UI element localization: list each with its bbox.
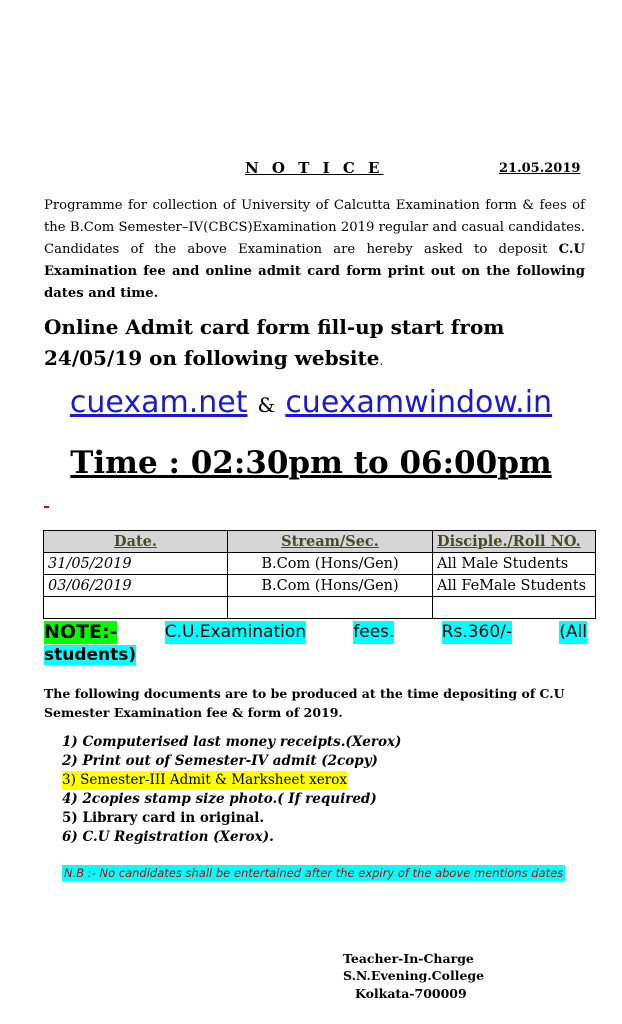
notice-date: 21.05.2019 <box>499 161 581 176</box>
online-admit-dot: . <box>379 354 384 368</box>
website-links <box>0 385 622 420</box>
notice-title: N O T I C E <box>245 159 384 177</box>
nb-warning: N.B :- No candidates shall be entertained after the expiry of the above mentions dates <box>64 866 564 880</box>
cell-empty <box>44 597 228 619</box>
table-row <box>44 597 596 619</box>
fees-note <box>44 621 587 667</box>
cell-discipline: All Male Students <box>433 553 596 575</box>
note-line-1 <box>44 621 587 644</box>
note-word: C.U.Examination <box>164 622 307 642</box>
cell-stream: B.Com (Hons/Gen) <box>228 575 433 597</box>
schedule-table <box>43 530 596 619</box>
table-row <box>44 575 596 597</box>
cell-date: 03/06/2019 <box>44 575 228 597</box>
list-item-highlighted: 3) Semester-III Admit & Marksheet xerox <box>62 772 347 788</box>
note-fee-amount: Rs.360/- <box>441 622 513 642</box>
cell-stream: B.Com (Hons/Gen) <box>228 553 433 575</box>
list-item: 6) C.U Registration (Xerox). <box>62 829 274 845</box>
link-cuexamwindow[interactable]: cuexamwindow.in <box>285 385 553 420</box>
ampersand: & <box>257 393 276 417</box>
table-header-row <box>44 531 596 553</box>
documents-intro: The following documents are to be produced at the time depositing of C.U Semester Examination fee & form of 2019. <box>44 686 565 720</box>
note-word: fees. <box>353 622 395 642</box>
note-label: NOTE:- <box>44 621 118 643</box>
list-item: 4) 2copies stamp size photo.( If required) <box>62 791 377 807</box>
list-item: 5) Library card in original. <box>62 810 265 826</box>
red-mark <box>44 506 49 508</box>
header-discipline: Disciple./Roll NO. <box>433 531 596 553</box>
note-students: students) <box>44 645 137 665</box>
cell-date: 31/05/2019 <box>44 553 228 575</box>
intro-paragraph <box>44 195 585 305</box>
list-item: 1) Computerised last money receipts.(Xerox) <box>62 734 402 750</box>
table-row <box>44 553 596 575</box>
intro-text: Programme for collection of University of Calcutta Examination form & fees of the B.Com Semester–IV(CBCS)Examination 2019 regular and casual candidates. Candidates of the above Examination are hereby asked to deposit <box>44 198 585 257</box>
online-admit-heading <box>44 312 604 377</box>
intro-bold-text: C.U Examination fee and online admit card form print out on the following dates and time. <box>44 242 585 301</box>
signature-title: Teacher-In-Charge <box>343 951 474 966</box>
list-item: 2) Print out of Semester-IV admit (2copy) <box>62 753 378 769</box>
header-stream: Stream/Sec. <box>228 531 433 553</box>
documents-list <box>62 733 401 847</box>
signature-city: Kolkata-700009 <box>355 986 467 1001</box>
time-heading: Time : 02:30pm to 06:00pm <box>70 445 552 481</box>
header-date: Date. <box>44 531 228 553</box>
signature-college: S.N.Evening.College <box>343 968 485 983</box>
note-line-2 <box>44 644 587 667</box>
cell-empty <box>433 597 596 619</box>
note-word: (All <box>559 622 587 642</box>
cell-empty <box>228 597 433 619</box>
cell-discipline: All FeMale Students <box>433 575 596 597</box>
online-admit-text: Online Admit card form fill-up start from 24/05/19 on following website <box>44 315 505 370</box>
link-cuexam[interactable]: cuexam.net <box>69 385 248 420</box>
